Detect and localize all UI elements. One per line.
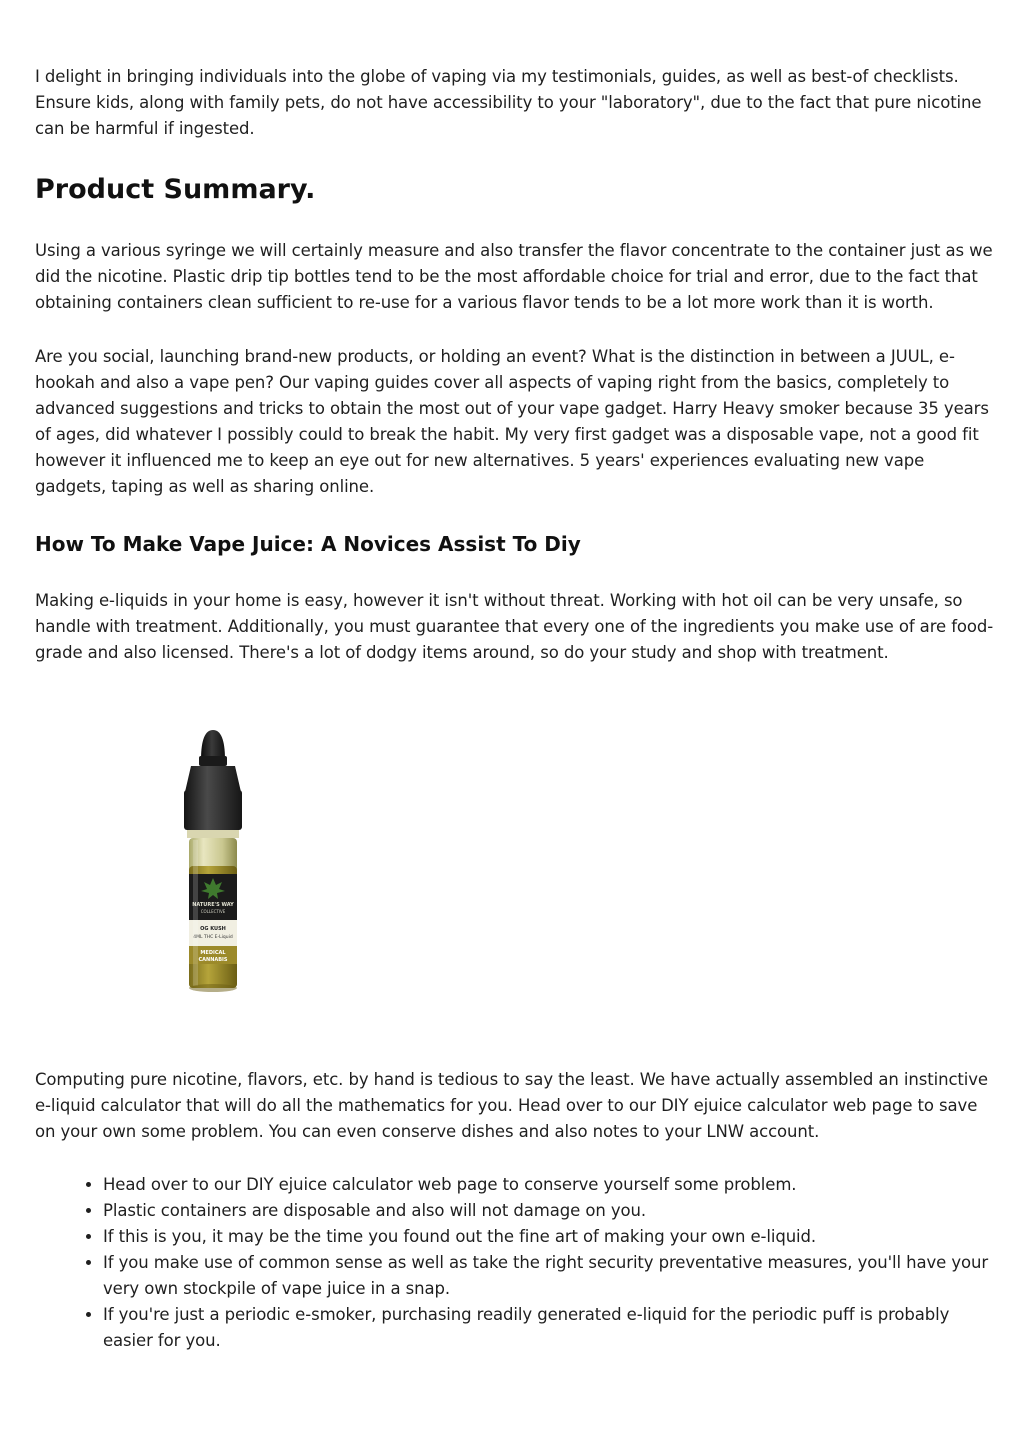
product-summary-heading: Product Summary.: [35, 174, 316, 205]
label-band-line1: MEDICAL: [200, 950, 226, 956]
label-product-line2: 4ML THC E-Liquid: [193, 935, 233, 940]
intro-paragraph: I delight in bringing individuals into the globe of vaping via my testimonials, guides, as well as best-of checklists. Ensure kids, along with family pets, do not have accessibility to your "laboratory", due to the fact that pure nicotine can be harmful if ingested.: [35, 67, 982, 138]
label-product-line1: OG KUSH: [200, 926, 226, 932]
bullet-list: [85, 1172, 1003, 1354]
making-eliquids-paragraph: Making e-liquids in your home is easy, however it isn't without threat. Working with hot oil can be very unsafe, so handle with treatment. Additionally, you must guarantee that every one of the ingredients you make use of are food-grade and also licensed. There's a lot of dodgy items around, so do your study and shop with treatment.: [35, 591, 994, 662]
how-to-heading: How To Make Vape Juice: A Novices Assist To Diy: [35, 532, 581, 556]
vaping-guides-paragraph: Are you social, launching brand-new products, or holding an event? What is the distinction in between a JUUL, e-hookah and also a vape pen? Our vaping guides cover all aspects of vaping right from the basics, completely to advanced suggestions and tricks to obtain the most out of your vape gadget. Harry Heavy smoker because 35 years of ages, did whatever I possibly could to break the habit. My very first gadget was a disposable vape, not a good fit however it influenced me to keep an eye out for new alternatives. 5 years' experiences evaluating new vape gadgets, taping as well as sharing online.: [35, 347, 989, 496]
list-item: • If you make use of common sense as well as take the right security preventative measures, you'll have your very own stockpile of vape juice in a snap.: [103, 1250, 1003, 1302]
label-band-line2: CANNABIS: [198, 957, 228, 963]
list-item: • If this is you, it may be the time you found out the fine art of making your own e-liquid.: [103, 1224, 1003, 1250]
syringe-paragraph: Using a various syringe we will certainly measure and also transfer the flavor concentrate to the container just as we did the nicotine. Plastic drip tip bottles tend to be the most affordable choice for trial and error, due to the fact that obtaining containers clean sufficient to re-use for a various flavor tends to be a lot more work than it is worth.: [35, 241, 993, 312]
list-item: • Plastic containers are disposable and also will not damage on you.: [103, 1198, 1003, 1224]
list-item: • Head over to our DIY ejuice calculator web page to conserve yourself some problem.: [103, 1172, 1003, 1198]
label-brand-line2: COLLECTIVE: [200, 909, 226, 914]
calculator-paragraph: Computing pure nicotine, flavors, etc. by hand is tedious to say the least. We have actually assembled an instinctive e-liquid calculator that will do all the mathematics for you. Head over to our DIY ejuice calculator web page to save on your own some problem. You can even conserve dishes and also notes to your LNW account.: [35, 1070, 988, 1141]
list-item: • If you're just a periodic e-smoker, purchasing readily generated e-liquid for the periodic puff is probably easier for you.: [103, 1302, 1003, 1354]
product-bottle-image: [175, 726, 251, 998]
label-brand-line1: NATURE'S WAY: [192, 902, 234, 908]
